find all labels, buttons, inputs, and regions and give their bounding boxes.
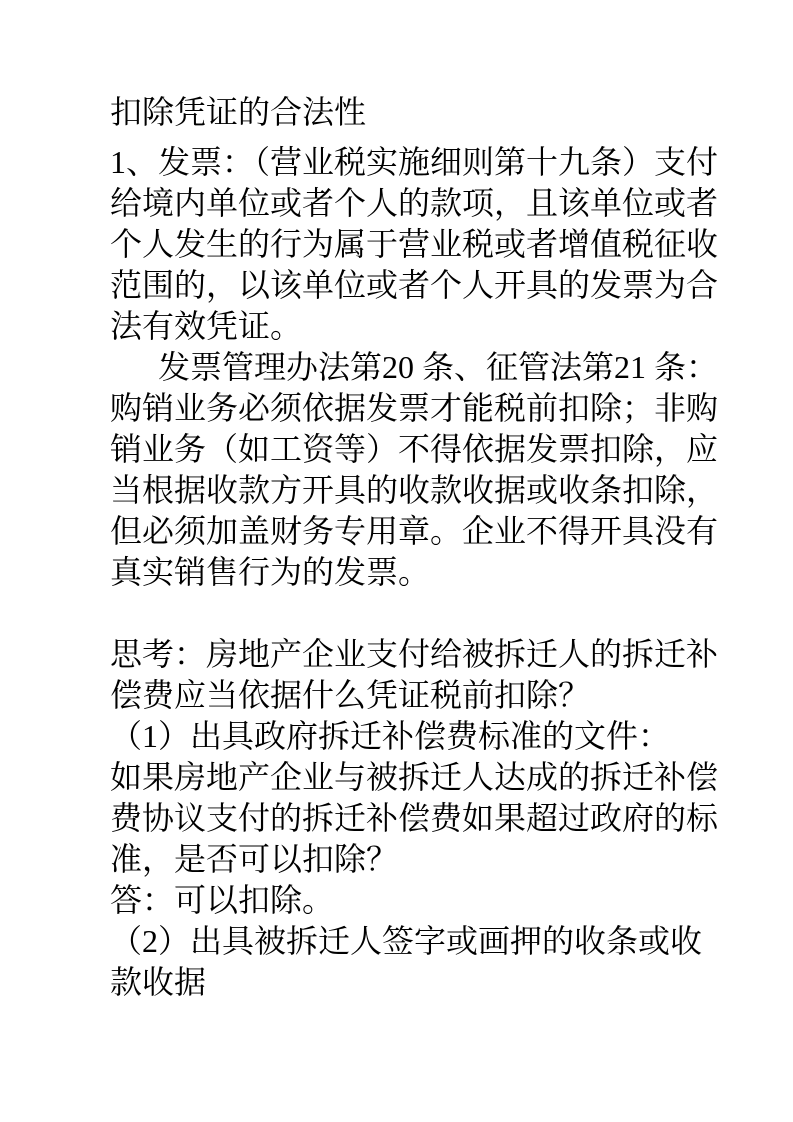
text-line: 但必须加盖财务专用章。企业不得开具没有: [110, 513, 719, 549]
text-line: 法有效凭证。: [110, 308, 303, 344]
text-line: 范围的，以该单位或者个人开具的发票为合: [110, 267, 719, 303]
text-line: 款收据: [110, 964, 207, 1000]
text-line: 准，是否可以扣除？: [110, 841, 399, 877]
text-line: 发票管理办法第20 条、征管法第21 条：: [158, 349, 719, 385]
text-line: 如果房地产企业与被拆迁人达成的拆迁补偿: [110, 759, 719, 795]
text-line: 思考：房地产企业支付给被拆迁人的拆迁补: [110, 636, 719, 672]
text-line: 真实销售行为的发票。: [110, 554, 431, 590]
text-line: （2）出具被拆迁人签字或画押的收条或收: [110, 923, 703, 959]
text-line: 销业务（如工资等）不得依据发票扣除，应: [110, 431, 719, 467]
text-line: 偿费应当依据什么凭证税前扣除？: [110, 677, 591, 713]
blank-line: [110, 593, 725, 634]
text-line: 个人发生的行为属于营业税或者增值税征收: [110, 226, 719, 262]
text-line: （1）出具政府拆迁补偿费标准的文件：: [110, 718, 671, 754]
text-line: 费协议支付的拆迁补偿费如果超过政府的标: [110, 800, 719, 836]
text-line: 给境内单位或者个人的款项，且该单位或者: [110, 185, 719, 221]
text-line: 1、发票：（营业税实施细则第十九条）支付: [110, 144, 719, 180]
text-line: 购销业务必须依据发票才能税前扣除；非购: [110, 390, 719, 426]
text-line: 答：可以扣除。: [110, 882, 335, 918]
text-line: 当根据收款方开具的收款收据或收条扣除，: [110, 472, 719, 508]
document-title: 扣除凭证的合法性: [110, 94, 367, 130]
